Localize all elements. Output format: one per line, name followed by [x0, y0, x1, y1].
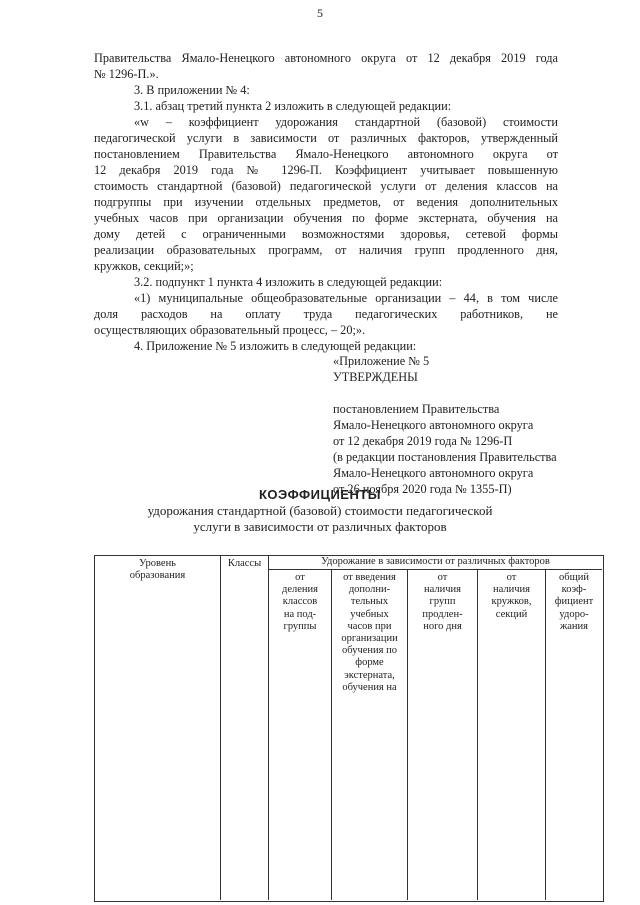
header-total-coefficient: общий коэф- фициент удоро- жания [554, 572, 594, 632]
table-divider [220, 555, 221, 900]
approval-line: «Приложение № 5 [333, 354, 430, 368]
quote-line: дому детей с ограниченными возможностями здоровья, сетевой формы [94, 227, 558, 241]
quote-line: осуществляющих образовательный процесс, – 20;». [94, 323, 366, 337]
quote-line: доля расходов на оплату труда педагогических работников, не [94, 307, 558, 321]
header-subgroup-division: от деления классов на под- группы [282, 572, 318, 632]
approval-line: Ямало-Ненецкого автономного округа [333, 418, 534, 432]
quote-line: педагогической услуги в зависимости от различных факторов, утвержденный [94, 131, 558, 145]
approval-line: постановлением Правительства [333, 402, 500, 416]
approval-line: Ямало-Ненецкого автономного округа [333, 466, 534, 480]
page-number: 5 [317, 6, 323, 20]
quote-line: подгруппы при изучении отдельных предметов, от ведения дополнительных [94, 195, 558, 209]
header-group-cost-increase: Удорожание в зависимости от различных факторов [321, 556, 550, 567]
header-extended-day-groups: от наличия групп продлен- ного дня [422, 572, 463, 632]
header-level-of-education: Уровень образования [129, 558, 186, 582]
quote-line: «1) муниципальные общеобразовательные организации – 44, в том числе [134, 291, 558, 305]
approval-line: (в редакции постановления Правительства [333, 450, 557, 464]
paragraph-line: 4. Приложение № 5 изложить в следующей редакции: [134, 339, 417, 353]
subtitle-line: удорожания стандартной (базовой) стоимости педагогической [147, 503, 493, 518]
approval-line: от 12 декабря 2019 года № 1296-П [333, 434, 513, 448]
header-additional-hours: от введения дополни- тельных учебных часов при организации обучения по форме экстерната, обучения на [341, 572, 398, 693]
page-title: КОЭФФИЦИЕНТЫ [258, 487, 382, 502]
paragraph-line: 3. В приложении № 4: [134, 83, 250, 97]
paragraph-line: Правительства Ямало-Ненецкого автономного округа от 12 декабря 2019 года [94, 51, 558, 65]
paragraph-line: № 1296-П.». [94, 67, 159, 81]
paragraph-line: 3.1. абзац третий пункта 2 изложить в следующей редакции: [134, 99, 452, 113]
approval-line: от 26 ноября 2020 года № 1355-П) [333, 482, 512, 496]
quote-line: стоимость стандартной (базовой) педагогической услуги от деления классов на [94, 179, 558, 193]
paragraph-line: 3.2. подпункт 1 пункта 4 изложить в следующей редакции: [134, 275, 443, 289]
quote-line: кружков, секций;»; [94, 259, 194, 273]
quote-line: постановлением Правительства Ямало-Ненецкого автономного округа от [94, 147, 558, 161]
quote-line: «w – коэффициент удорожания стандартной (базовой) стоимости [134, 115, 558, 129]
header-clubs-sections: от наличия кружков, секций [491, 572, 532, 620]
quote-line: учебных часов при организации обучения по форме экстерната, обучения на [94, 211, 558, 225]
quote-line: 12 декабря 2019 года № 1296-П. Коэффициент учитывает повышенную [94, 163, 558, 177]
table-divider [268, 569, 602, 570]
approval-line: УТВЕРЖДЕНЫ [333, 370, 418, 384]
header-classes: Классы [227, 558, 262, 569]
quote-line: реализации образовательных программ, от наличия групп продленного дня, [94, 243, 558, 257]
subtitle-line: услуги в зависимости от различных факторов [193, 519, 447, 534]
